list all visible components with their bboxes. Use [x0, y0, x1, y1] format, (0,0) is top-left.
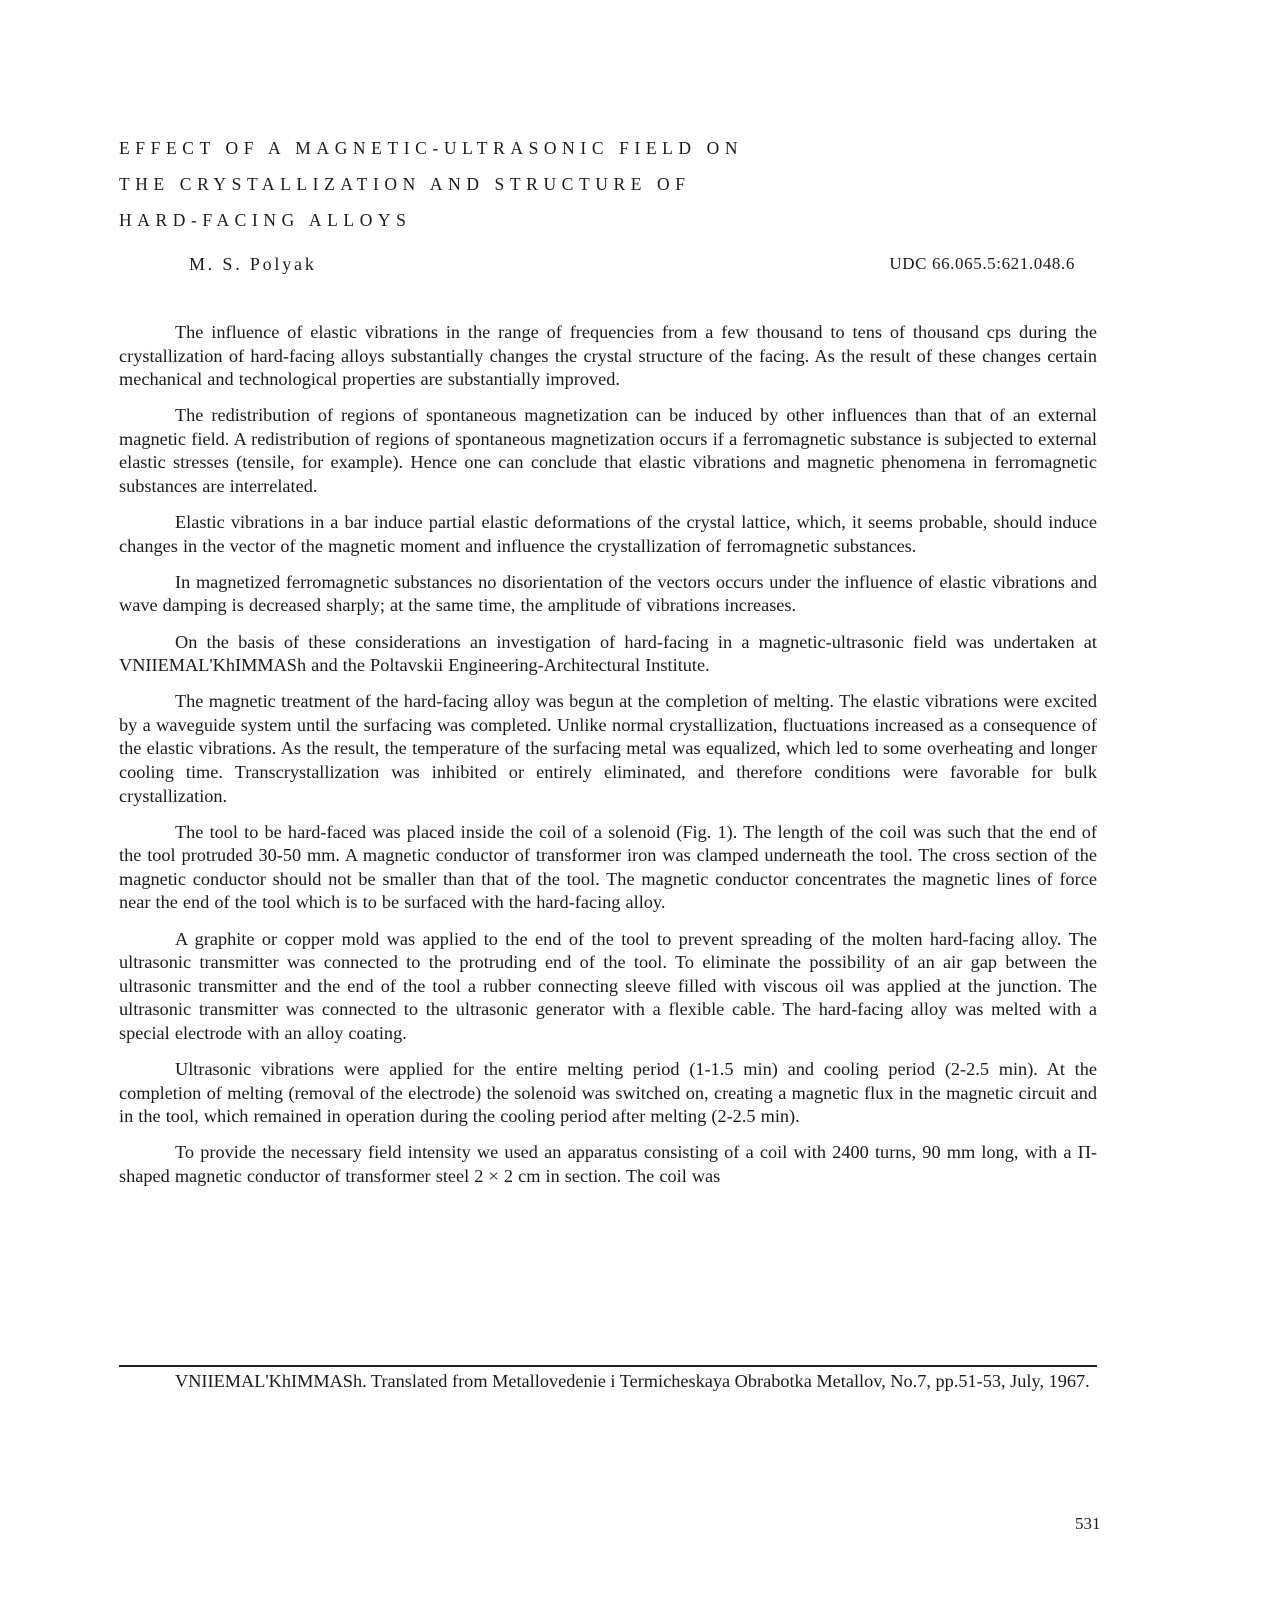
paragraph: The tool to be hard-faced was placed inside the coil of a solenoid (Fig. 1). The length of the coil was such that the end of the tool protruded 30-50 mm. A magnetic conductor of transformer iron was clamped underneath the tool. The cross section of the magnetic conductor should not be smaller than that of the tool. The magnetic conductor concentrates the magnetic lines of force near the end of the tool which is to be surfaced with the hard-facing alloy.: [119, 821, 1097, 913]
paragraph: A graphite or copper mold was applied to the end of the tool to prevent spreading of the molten hard-facing alloy. The ultrasonic transmitter was connected to the protruding end of the tool. To eliminate the possibility of an air gap between the ultrasonic transmitter and the end of the tool a rubber connecting sleeve filled with viscous oil was applied at the junction. The ultrasonic transmitter was connected to the ultrasonic generator with a flexible cable. The hard-facing alloy was melted with a special electrode with an alloy coating.: [119, 928, 1097, 1043]
paragraph: On the basis of these considerations an investigation of hard-facing in a magnetic-ultrasonic field was undertaken at VNIIEMAL'KhIMMASh and the Poltavskii Engineering-Architectural Institute.: [119, 631, 1097, 676]
byline: [119, 254, 1075, 278]
paragraph: Ultrasonic vibrations were applied for the entire melting period (1-1.5 min) and cooling period (2-2.5 min). At the completion of melting (removal of the electrode) the solenoid was switched on, creating a magnetic flux in the magnetic circuit and in the tool, which remained in operation during the cooling period after melting (2-2.5 min).: [119, 1059, 1097, 1127]
udc-code: UDC 66.065.5:621.048.6: [889, 254, 1075, 273]
title-line-1: EFFECT OF A MAGNETIC-ULTRASONIC FIELD ON: [119, 138, 744, 158]
title-line-2: THE CRYSTALLIZATION AND STRUCTURE OF: [119, 174, 691, 194]
author-name: M. S. Polyak: [189, 254, 317, 274]
title-line-3: HARD-FACING ALLOYS: [119, 210, 412, 230]
paragraph: The magnetic treatment of the hard-facing alloy was begun at the completion of melting. The elastic vibrations were excited by a waveguide system until the surfacing was completed. Unlike normal crystallization, fluctuations increased as a consequence of the elastic vibrations. As the result, the temperature of the surfacing metal was equalized, which led to some overheating and longer cooling time. Transcrystallization was inhibited or entirely eliminated, and therefore conditions were favorable for bulk crystallization.: [119, 691, 1097, 806]
article-title: [119, 130, 1019, 238]
paragraph: The influence of elastic vibrations in the range of frequencies from a few thousand to tens of thousand cps during the crystallization of hard-facing alloys substantially changes the crystal structure of the facing. As the result of these changes certain mechanical and technological properties are substantially improved.: [119, 322, 1097, 390]
paragraph: To provide the necessary field intensity we used an apparatus consisting of a coil with 2400 turns, 90 mm long, with a Π-shaped magnetic conductor of transformer steel 2 × 2 cm in section. The coil was: [119, 1142, 1097, 1186]
page-number: 531: [1075, 1514, 1101, 1533]
article-body: [119, 321, 1097, 1189]
paragraph: In magnetized ferromagnetic substances no disorientation of the vectors occurs under the influence of elastic vibrations and wave damping is decreased sharply; at the same time, the amplitude of vibrations increases.: [119, 571, 1097, 616]
footnote: VNIIEMAL'KhIMMASh. Translated from Metallovedenie i Termicheskaya Obrabotka Metallov, No.7, pp.51-53, July, 1967.: [175, 1371, 1090, 1391]
paragraph: The redistribution of regions of spontaneous magnetization can be induced by other influences than that of an external magnetic field. A redistribution of regions of spontaneous magnetization occurs if a ferromagnetic substance is subjected to external elastic stresses (tensile, for example). Hence one can conclude that elastic vibrations and magnetic phenomena in ferromagnetic substances are interrelated.: [119, 405, 1097, 497]
footnote-divider: [119, 1365, 1097, 1367]
paragraph: Elastic vibrations in a bar induce partial elastic deformations of the crystal lattice, which, it seems probable, should induce changes in the vector of the magnetic moment and influence the crystallization of ferromagnetic substances.: [119, 512, 1097, 556]
